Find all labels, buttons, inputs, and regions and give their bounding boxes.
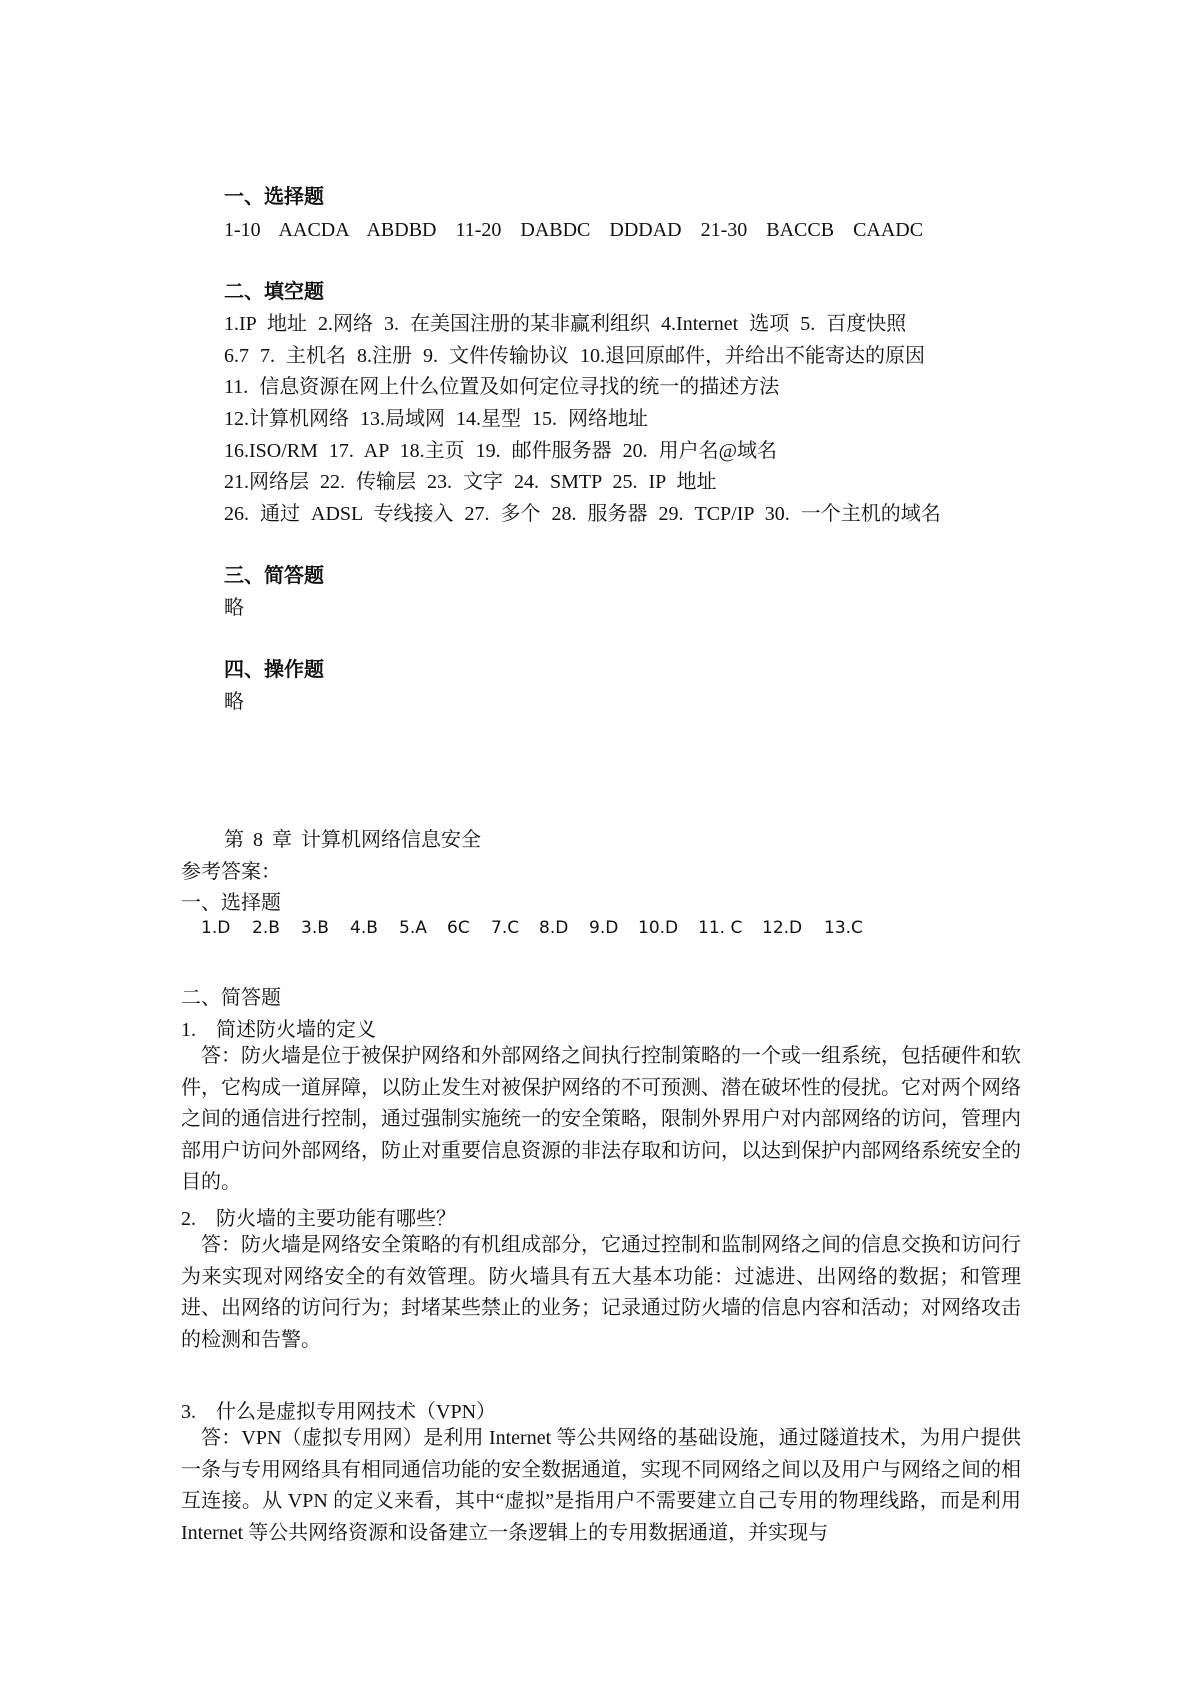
fill-blank-line-7: 26. 通过 ADSL 专线接入 27. 多个 28. 服务器 29. TCP/IP 30. 一个主机的域名	[224, 503, 941, 525]
chapter-title: 第 8 章 计算机网络信息安全	[224, 829, 481, 851]
question-1: 1. 简述防火墙的定义	[181, 1019, 376, 1041]
question-2: 2. 防火墙的主要功能有哪些？	[181, 1208, 456, 1230]
mc-answer-13: 13.C	[824, 918, 863, 938]
mc-answer-7: 7.C	[491, 918, 520, 938]
answer-2: 答：防火墙是网络安全策略的有机组成部分，它通过控制和监制网络之间的信息交换和访问行为来实现对网络安全的有效管理。防火墙具有五大基本功能：过滤进、出网络的数据；和管理进、出网络的访问行为；封堵某些禁止的业务；记录通过防火墙的信息内容和活动；对网络攻击的检测和告警。	[181, 1234, 1021, 1351]
section-heading-operation: 四、操作题	[224, 659, 324, 681]
fill-blank-line-2: 6.7 7. 主机名 8.注册 9. 文件传输协议 10.退回原邮件，并给出不能寄达的原因	[224, 345, 925, 367]
answer-3: 答：VPN（虚拟专用网）是利用 Internet 等公共网络的基础设施，通过隧道技术，为用户提供一条与专用网络具有相同通信功能的安全数据通道，实现不同网络之间以及用户与网络之间的相互连接。从 VPN 的定义来看，其中“虚拟”是指用户不需要建立自己专用的物理线路，而是利用 Internet 等公共网络资源和设备建立一条逻辑上的专用数据通道，并实现与	[181, 1427, 1021, 1544]
mc-answer-2: 2.B	[252, 918, 280, 938]
mc-answer-12: 12.D	[762, 918, 803, 938]
mc-answer-1: 1.D	[201, 918, 231, 938]
mc-answer-10: 10.D	[638, 918, 679, 938]
chapter-section-heading-choice: 一、选择题	[181, 892, 281, 914]
fill-blank-line-6: 21.网络层 22. 传输层 23. 文字 24. SMTP 25. IP 地址	[224, 471, 717, 493]
multiple-choice-answers: 1-10 AACDA ABDBD 11-20 DABDC DDDAD 21-30 BACCB CAADC	[224, 219, 924, 241]
section-heading-multiple-choice: 一、选择题	[224, 186, 324, 208]
mc-answer-6: 6C	[447, 918, 470, 938]
mc-answer-4: 4.B	[350, 918, 378, 938]
mc-answer-11: 11. C	[698, 918, 743, 938]
mc-answer-3: 3.B	[301, 918, 329, 938]
chapter-section-heading-short-answer: 二、简答题	[181, 987, 281, 1009]
fill-blank-line-5: 16.ISO/RM 17. AP 18.主页 19. 邮件服务器 20. 用户名@域名	[224, 440, 778, 462]
mc-answer-5: 5.A	[399, 918, 427, 938]
section-heading-short-answer: 三、简答题	[224, 565, 324, 587]
operation-answer-text: 略	[224, 691, 244, 713]
mc-answer-8: 8.D	[539, 918, 569, 938]
section-heading-fill-blank: 二、填空题	[224, 281, 324, 303]
question-3: 3. 什么是虚拟专用网技术（VPN）	[181, 1401, 497, 1423]
reference-answers-label: 参考答案：	[181, 861, 281, 883]
answer-1: 答：防火墙是位于被保护网络和外部网络之间执行控制策略的一个或一组系统，包括硬件和软件，它构成一道屏障，以防止发生对被保护网络的不可预测、潜在破坏性的侵扰。它对两个网络之间的通信进行控制，通过强制实施统一的安全策略，限制外界用户对内部网络的访问，管理内部用户访问外部网络，防止对重要信息资源的非法存取和访问，以达到保护内部网络系统安全的目的。	[181, 1045, 1021, 1194]
mc-answer-9: 9.D	[589, 918, 619, 938]
fill-blank-line-3: 11. 信息资源在网上什么位置及如何定位寻找的统一的描述方法	[224, 376, 780, 398]
fill-blank-line-4: 12.计算机网络 13.局域网 14.星型 15. 网络地址	[224, 408, 648, 430]
fill-blank-line-1: 1.IP 地址 2.网络 3. 在美国注册的某非赢利组织 4.Internet 选项 5. 百度快照	[224, 313, 907, 335]
short-answer-text: 略	[224, 597, 244, 619]
